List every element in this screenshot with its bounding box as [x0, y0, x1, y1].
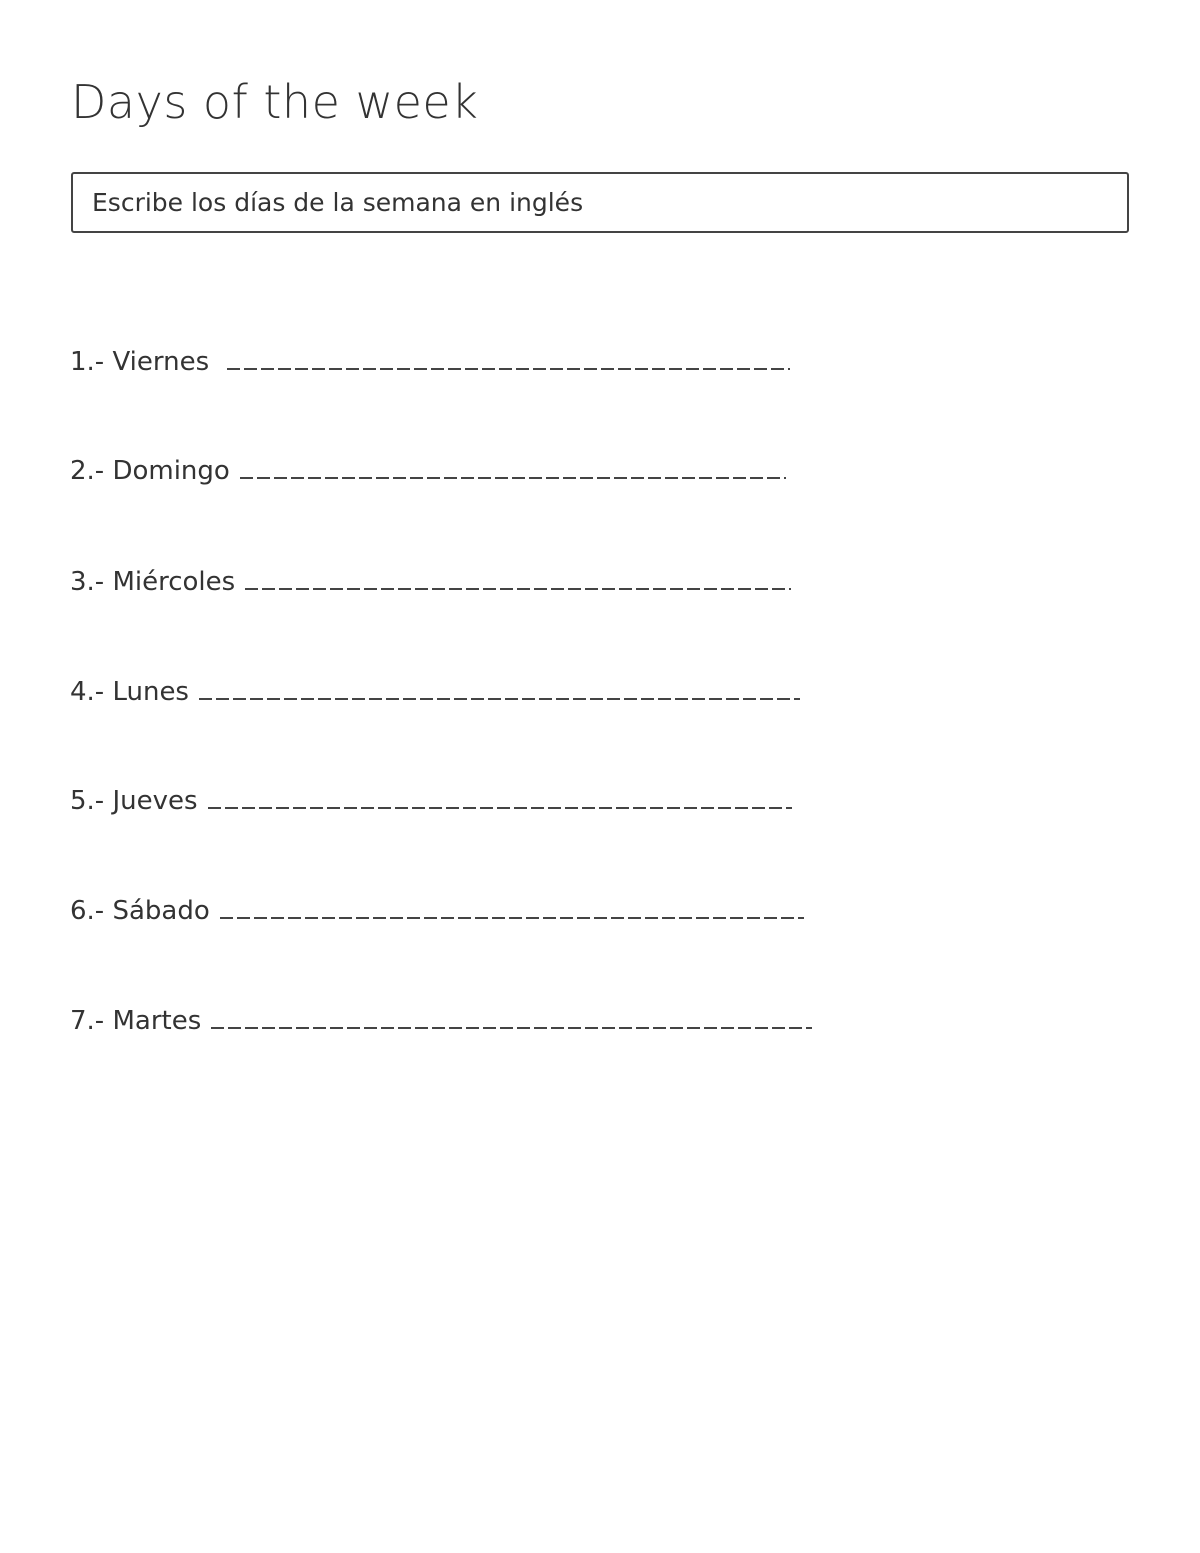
answer-blank-line[interactable] — [211, 1007, 812, 1029]
answer-blank-line[interactable] — [245, 568, 791, 590]
instruction-box — [71, 172, 1129, 233]
answer-blank-line[interactable] — [220, 897, 804, 919]
exercise-item-label: 2.- Domingo — [70, 456, 230, 486]
exercise-item-2 — [70, 454, 786, 488]
exercise-item-label: 3.- Miércoles — [70, 567, 236, 597]
exercise-item-label: 6.- Sábado — [70, 896, 210, 926]
answer-blank-line[interactable] — [199, 678, 800, 700]
exercise-item-6 — [70, 894, 804, 928]
exercise-item-3 — [70, 565, 791, 599]
exercise-item-label: 1.- Viernes — [70, 347, 210, 377]
page-title: Days of the week — [71, 75, 479, 129]
instruction-text: Escribe los días de la semana en inglés — [92, 188, 584, 217]
exercise-item-label: 4.- Lunes — [70, 677, 189, 707]
answer-blank-line[interactable] — [227, 348, 790, 370]
exercise-item-5 — [70, 784, 792, 818]
exercise-item-1 — [70, 345, 790, 379]
answer-blank-line[interactable] — [240, 457, 786, 479]
exercise-item-label: 7.- Martes — [70, 1006, 202, 1036]
exercise-item-4 — [70, 675, 800, 709]
exercise-item-label: 5.- Jueves — [70, 786, 198, 816]
answer-blank-line[interactable] — [208, 787, 792, 809]
exercise-item-7 — [70, 1004, 812, 1038]
